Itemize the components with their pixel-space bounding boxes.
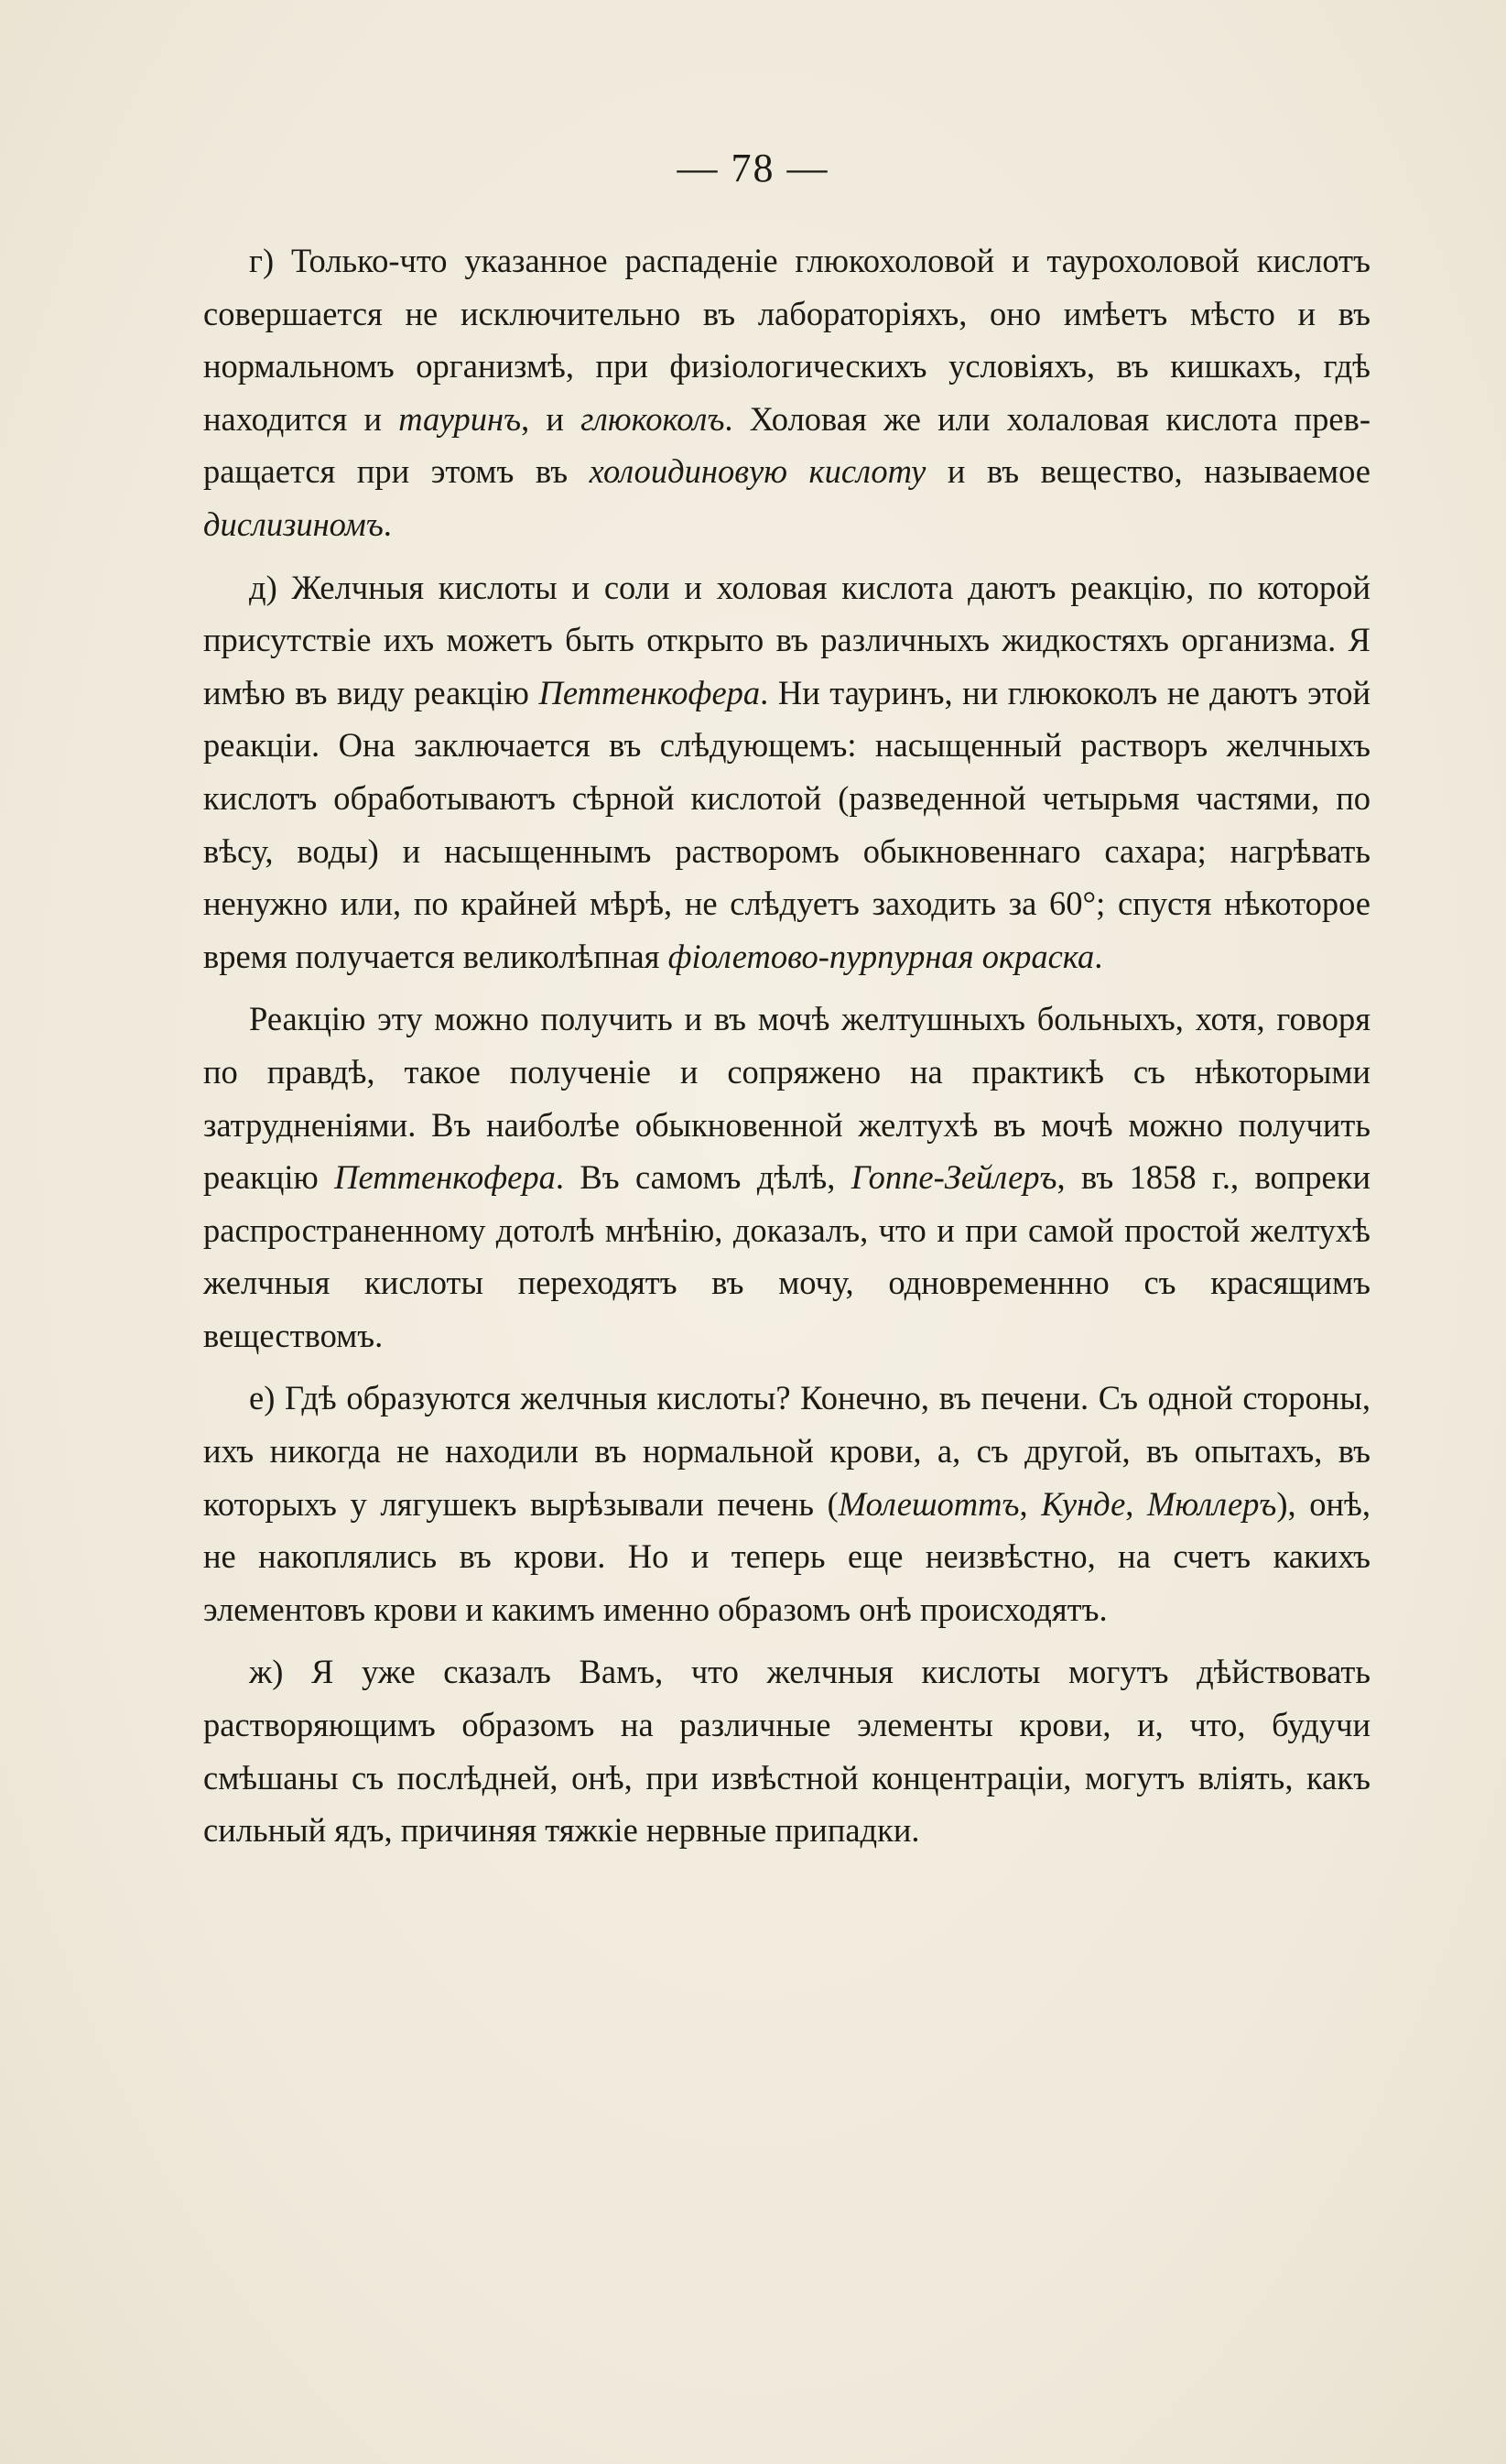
italic-term: тауринъ xyxy=(398,399,522,438)
text-run: , и xyxy=(521,399,581,438)
text-run: . Ни тауринъ, ни глюкоколъ не даютъ этой реакціи. Она заключается въ слѣдующемъ: насыщенный растворъ желчныхъ кислотъ обработываютъ сѣрной кислотой (разведенной четырьмя частями, по вѣсу, воды) и насыщеннымъ растворомъ обыкновеннаго сахара; нагрѣвать ненужно или, по крайней мѣрѣ, не слѣдуетъ заходить за 60°; спустя нѣкоторое время получается великолѣпная xyxy=(203,673,1371,975)
body-text xyxy=(203,234,1371,1857)
italic-term: фіолетово-пурпурная окраска xyxy=(667,937,1095,975)
text-run: г) Только-что указанное распаденіе глюкохоловой и таурохоловой кислотъ совершается не исключительно въ лабораторіяхъ, оно имѣетъ мѣсто и въ нормальномъ организмѣ, при физіологическихъ условіяхъ, въ кишкахъ, гдѣ находится и xyxy=(203,242,1371,438)
italic-term: Кунде xyxy=(1041,1484,1126,1523)
text-run: ), онѣ, не накоплялись въ крови. Но и теперь еще неизвѣстно, на счетъ какихъ элементовъ крови и какимъ именно образомъ онѣ происходятъ. xyxy=(203,1484,1371,1628)
italic-term: глюкоколъ xyxy=(580,399,725,438)
paragraph-zh xyxy=(203,1645,1371,1856)
text-run: . xyxy=(383,505,392,543)
text-run: е) Гдѣ образуются желчныя кислоты? Конечно, въ печени. Съ одной стороны, ихъ никогда не находили въ нормальной крови, а, съ другой, въ опытахъ, въ которыхъ у лягушекъ вырѣзывали печень ( xyxy=(203,1379,1371,1523)
paragraph-d xyxy=(203,561,1371,983)
italic-term: дислизиномъ xyxy=(203,505,384,543)
text-run: . Холовая же или холаловая кислота превращается при этомъ въ xyxy=(203,399,1371,491)
paragraph-g xyxy=(203,234,1371,551)
text-run: , xyxy=(1019,1484,1042,1523)
paragraph-e xyxy=(203,1372,1371,1635)
text-run: и въ вещество, называемое xyxy=(926,452,1371,491)
italic-term: холоидиновую кислоту xyxy=(589,452,926,491)
text-run: . Въ самомъ дѣлѣ, xyxy=(555,1158,851,1197)
italic-term: Петтенкофера xyxy=(538,673,761,711)
text-run: , въ 1858 г., вопреки распространенному дотолѣ мнѣнію, доказалъ, что и при самой простой желтухѣ желчныя кислоты переходятъ въ мочу, одновременнно съ красящимъ веществомъ. xyxy=(203,1158,1371,1354)
text-run: Реакцію эту можно получить и въ мочѣ желтушныхъ больныхъ, хотя, говоря по правдѣ, такое полученіе и сопряжено на практикѣ съ нѣкоторыми затрудненіями. Въ наиболѣе обыкновенной желтухѣ въ мочѣ можно получить реакцію xyxy=(203,1000,1371,1197)
page-number: — 78 — xyxy=(677,146,829,190)
italic-term: Петтенкофера xyxy=(334,1158,556,1197)
italic-term: Молешоттъ xyxy=(838,1484,1020,1523)
italic-term: Мюллеръ xyxy=(1147,1484,1277,1523)
italic-term: Гоппе-Зейлеръ xyxy=(851,1158,1057,1197)
paragraph-reaction xyxy=(203,993,1371,1362)
text-run: д) Желчныя кислоты и соли и холовая кислота даютъ реакцію, по которой присутствіе ихъ можетъ быть открыто въ различныхъ жидкостяхъ организма. Я имѣю въ виду реакцію xyxy=(203,568,1371,711)
text-run: . xyxy=(1094,937,1103,975)
text-run: , xyxy=(1125,1484,1148,1523)
text-run: ж) Я уже сказалъ Вамъ, что желчныя кислоты могутъ дѣйствовать растворяющимъ образомъ на различные элементы крови, и, что, будучи смѣшаны съ послѣдней, онѣ, при извѣстной концентраціи, могутъ вліять, какъ сильный ядъ, причиняя тяжкіе нервные припадки. xyxy=(203,1653,1371,1850)
